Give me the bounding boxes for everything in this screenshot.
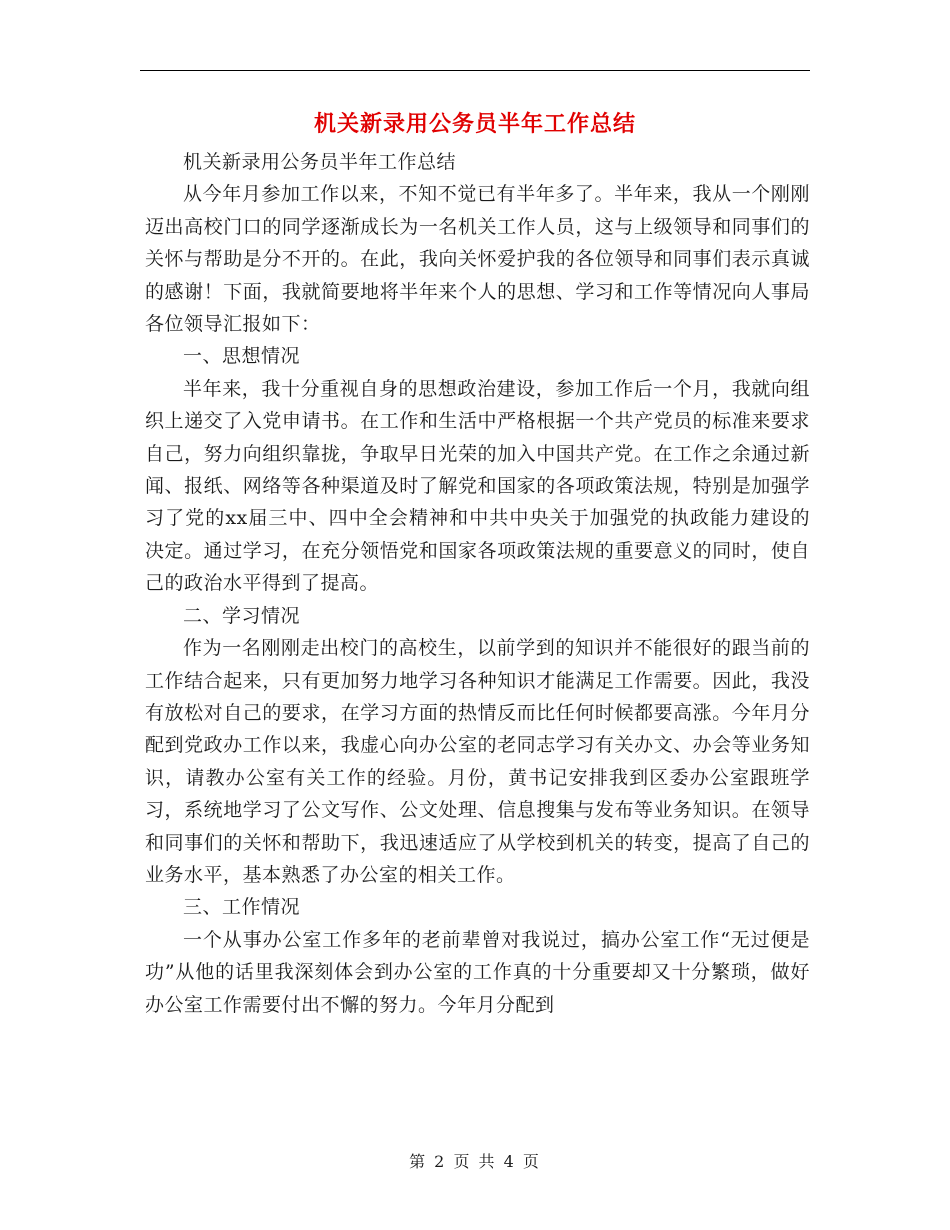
paragraph-subtitle: 机关新录用公务员半年工作总结	[183, 151, 457, 173]
paragraph-thought: 半年来，我十分重视自身的思想政治建设，参加工作后一个月，我就向组织上递交了入党申请书。在工作和生活中严格根据一个共产党员的标准来要求自己，努力向组织靠拢，争取早日光荣的加入中国共产党。在工作之余通过新闻、报纸、网络等各种渠道及时了解党和国家的各项政策法规，特别是加强学习了党的xx届三中、四中全会精神和中共中央关于加强党的执政能力建设的决定。通过学习，在充分领悟党和国家各项政策法规的重要意义的同时，使自己的政治水平得到了提高。	[145, 377, 810, 595]
document-body	[145, 146, 810, 1021]
paragraph-intro: 从今年月参加工作以来，不知不觉已有半年多了。半年来，我从一个刚刚迈出高校门口的同学逐渐成长为一名机关工作人员，这与上级领导和同事们的关怀与帮助是分不开的。在此，我向关怀爱护我的各位领导和同事们表示真诚的感谢！下面，我就简要地将半年来个人的思想、学习和工作等情况向人事局各位领导汇报如下：	[145, 183, 810, 336]
section-heading-thought: 一、思想情况	[183, 345, 301, 368]
page-footer: 第 2 页 共 4 页	[409, 1152, 541, 1171]
section-heading-study: 二、学习情况	[183, 604, 301, 627]
header-rule	[140, 70, 810, 71]
document-title: 机关新录用公务员半年工作总结	[313, 111, 636, 137]
paragraph-study: 作为一名刚刚走出校门的高校生，以前学到的知识并不能很好的跟当前的工作结合起来，只有更加努力地学习各种知识才能满足工作需要。因此，我没有放松对自己的要求，在学习方面的热情反而比任何时候都要高涨。今年月分配到党政办工作以来，我虚心向办公室的老同志学习有关办文、办会等业务知识，请教办公室有关工作的经验。月份，黄书记安排我到区委办公室跟班学习，系统地学习了公文写作、公文处理、信息搜集与发布等业务知识。在领导和同事们的关怀和帮助下，我迅速适应了从学校到机关的转变，提高了自己的业务水平，基本熟悉了办公室的相关工作。	[145, 637, 810, 886]
section-heading-work: 三、工作情况	[183, 896, 301, 919]
paragraph-work: 一个从事办公室工作多年的老前辈曾对我说过，搞办公室工作“无过便是功”从他的话里我深刻体会到办公室的工作真的十分重要却又十分繁琐，做好办公室工作需要付出不懈的努力。今年月分配到	[145, 928, 810, 1016]
